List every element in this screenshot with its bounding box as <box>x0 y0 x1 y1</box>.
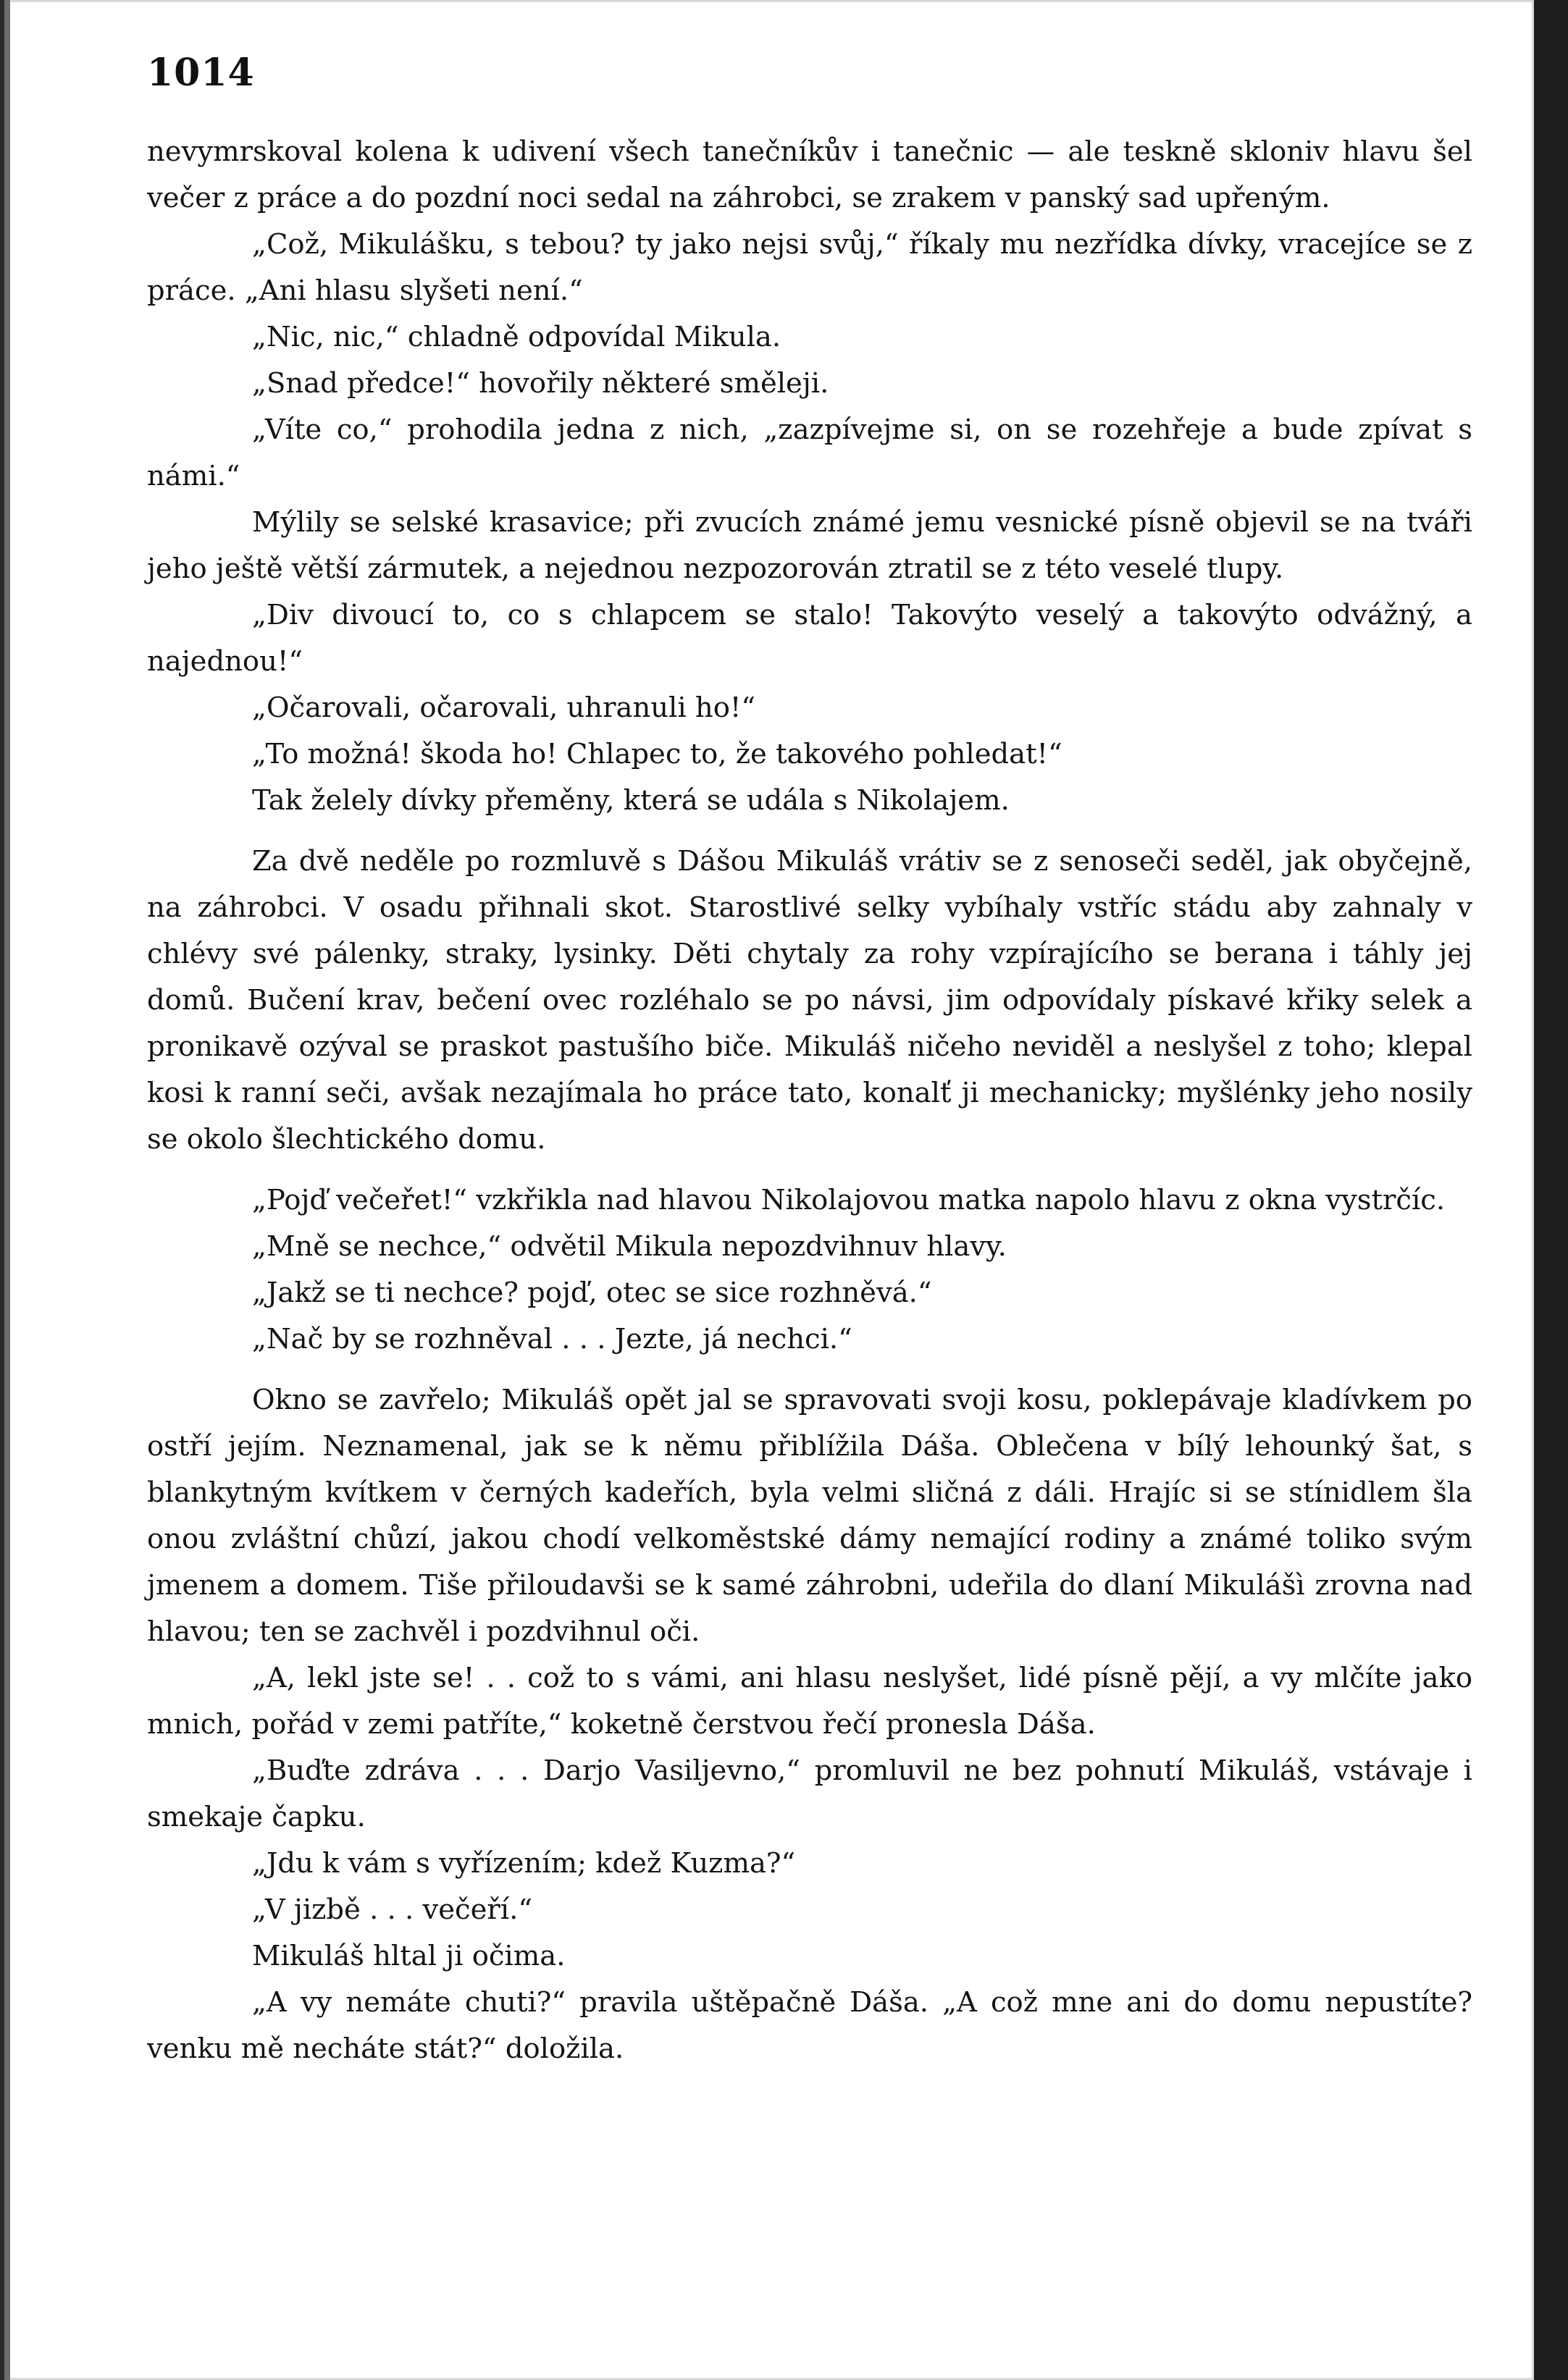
paragraph: „Snad předce!“ hovořily některé směleji. <box>252 367 829 400</box>
scan-dark-border <box>1534 0 1568 2380</box>
paragraph: nevymrskoval kolena k udivení všech tanečníkův i tanečnic — ale teskně skloniv hlavu šel večer z práce a do pozdní noci sedal na záhrobci, se zrakem v panský sad upřeným. <box>147 135 1472 214</box>
paragraph: „Víte co,“ prohodila jedna z nich, „zazpívejme si, on se rozehřeje a bude zpívat s námi.“ <box>147 413 1472 492</box>
paragraph: „Mně se nechce,“ odvětil Mikula nepozdvihnuv hlavy. <box>252 1230 1007 1263</box>
paragraph: „Nic, nic,“ chladně odpovídal Mikula. <box>252 321 781 353</box>
book-page <box>4 0 1534 2380</box>
paragraph: „Jdu k vám s vyřízením; kdež Kuzma?“ <box>252 1847 796 1880</box>
page-number: 1014 <box>147 51 255 95</box>
paragraph: Za dvě neděle po rozmluvě s Dášou Mikuláš vrátiv se z senoseči seděl, jak obyčejně, na záhrobci. V osadu přihnali skot. Starostlivé selky vybíhaly vstříc stádu aby zahnaly v chlévy své pálenky, straky, lysinky. Děti chytaly za rohy vzpírajícího se berana i táhly jej domů. Bučení krav, bečení ovec rozléhalo se po návsi, jim odpovídaly pískavé křiky selek a pronikavě ozýval se praskot pastušího biče. Mikuláš ničeho neviděl a neslyšel z toho; klepal kosi k ranní seči, avšak nezajímala ho práce tato, konalť ji mechanicky; myšlénky jeho nosily se okolo šlechtického domu. <box>147 845 1472 1156</box>
paragraph: „To možná! škoda ho! Chlapec to, že takového pohledat!“ <box>252 738 1062 770</box>
page-text <box>147 129 1472 2072</box>
paragraph: „V jizbě . . . večeří.“ <box>252 1893 533 1926</box>
paragraph: Tak želely dívky přeměny, která se udála s Nikolajem. <box>252 784 1010 817</box>
paragraph: „Pojď večeřet!“ vzkřikla nad hlavou Nikolajovou matka napolo hlavu z okna vystrčíc. <box>252 1184 1446 1216</box>
paragraph: „A, lekl jste se! . . což to s vámi, ani hlasu neslyšet, lidé písně pějí, a vy mlčíte jako mnich, pořád v zemi patříte,“ koketně čerstvou řečí pronesla Dáša. <box>147 1662 1472 1741</box>
paragraph: Mýlily se selské krasavice; při zvucích známé jemu vesnické písně objevil se na tváři jeho ještě větší zármutek, a nejednou nezpozorován ztratil se z této veselé tlupy. <box>147 506 1472 585</box>
paragraph: „Div divoucí to, co s chlapcem se stalo! Takovýto veselý a takovýto odvážný, a najednou!“ <box>147 599 1472 678</box>
paragraph: Mikuláš hltal ji očima. <box>252 1940 566 1972</box>
paragraph: Okno se zavřelo; Mikuláš opět jal se spravovati svoji kosu, poklepávaje kladívkem po ostří jejím. Neznamenal, jak se k němu přiblížila Dáša. Oblečena v bílý lehounký šat, s blankytným kvítkem v černých kadeřích, byla velmi sličná z dáli. Hrajíc si se stínidlem šla onou zvláštní chůzí, jakou chodí velkoměstské dámy nemající rodiny a známé toliko svým jmenem a domem. Tiše přiloudavši se k samé záhrobni, udeřila do dlaní Mikulášì zrovna nad hlavou; ten se zachvěl i pozdvihnul oči. <box>147 1384 1472 1648</box>
paragraph: „Jakž se ti nechce? pojď, otec se sice rozhněvá.“ <box>252 1277 932 1309</box>
paragraph: „Buďte zdráva . . . Darjo Vasiljevno,“ promluvil ne bez pohnutí Mikuláš, vstávaje i smekaje čapku. <box>147 1754 1472 1833</box>
page-left-edge <box>4 0 10 2380</box>
paragraph: „Očarovali, očarovali, uhranuli ho!“ <box>252 691 756 724</box>
paragraph: „A vy nemáte chuti?“ pravila uštěpačně Dáša. „A což mne ani do domu nepustíte? venku mě necháte stát?“ doložila. <box>147 1986 1472 2065</box>
paragraph: „Nač by se rozhněval . . . Jezte, já nechci.“ <box>252 1323 852 1355</box>
paragraph: „Což, Mikulášku, s tebou? ty jako nejsi svůj,“ říkaly mu nezřídka dívky, vracejíce se z práce. „Ani hlasu slyšeti není.“ <box>147 228 1472 307</box>
